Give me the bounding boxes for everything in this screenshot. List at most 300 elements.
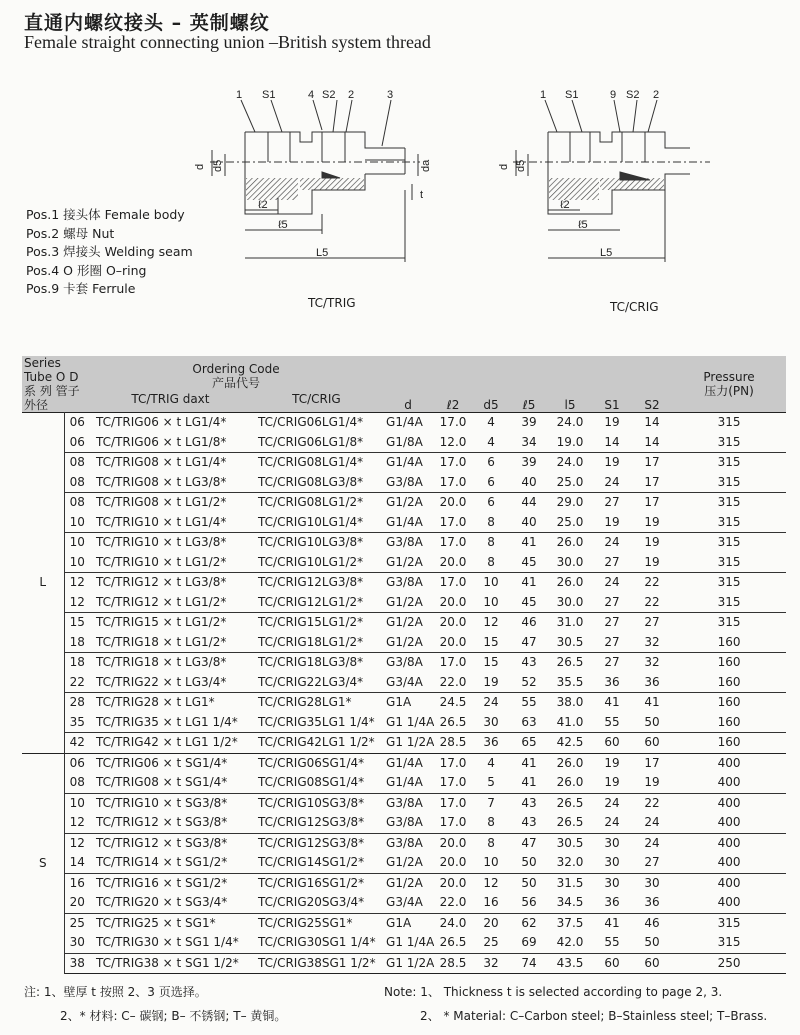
table-cell: G3/8A bbox=[382, 573, 434, 593]
table-cell: 19 bbox=[604, 514, 620, 529]
table-cell: 22 bbox=[69, 674, 85, 689]
header-l5: ℓ5 bbox=[510, 356, 548, 413]
table-cell: 17.0 bbox=[434, 793, 472, 813]
table-cell: 12 bbox=[472, 613, 510, 633]
table-cell: 315 bbox=[717, 514, 741, 529]
table-cell: 06 bbox=[64, 753, 90, 773]
table-cell: 47 bbox=[510, 833, 548, 853]
table-cell: 26.0 bbox=[548, 533, 592, 553]
table-cell: 19 bbox=[604, 775, 620, 789]
table-cell: 25 bbox=[483, 935, 499, 949]
table-cell: 24.0 bbox=[434, 913, 472, 933]
table-cell: 50 bbox=[644, 714, 660, 729]
table-row bbox=[22, 833, 786, 853]
table-cell: 06 bbox=[69, 434, 85, 449]
table-row bbox=[22, 733, 786, 754]
label-s2: S2 bbox=[322, 89, 336, 101]
table-cell: 43 bbox=[510, 793, 548, 813]
table-cell: 31.5 bbox=[548, 873, 592, 893]
table-cell: 55 bbox=[510, 693, 548, 713]
table-cell: TC/TRIG10 × t LG1/2* bbox=[96, 554, 227, 569]
table-cell: 65 bbox=[510, 733, 548, 754]
table-cell: 39 bbox=[510, 453, 548, 473]
table-cell: TC/TRIG06 × t LG1/4* bbox=[90, 413, 252, 433]
table-cell: 38 bbox=[64, 953, 90, 974]
table-cell: G1 1/2A bbox=[382, 733, 434, 754]
table-cell: 19 bbox=[592, 413, 632, 433]
page-title-cn: 直通内螺纹接头 – 英制螺纹 bbox=[24, 12, 270, 34]
table-cell: G3/8A bbox=[382, 533, 434, 553]
table-cell: TC/TRIG12 × t SG3/8* bbox=[90, 833, 252, 853]
table-row bbox=[22, 893, 786, 913]
table-row bbox=[22, 413, 786, 433]
table-cell: TC/TRIG38 × t SG1 1/2* bbox=[90, 953, 252, 974]
table-cell: G1/4A bbox=[382, 413, 434, 433]
label-s1: S1 bbox=[262, 89, 276, 101]
table-cell: 19 bbox=[644, 514, 660, 529]
table-cell: 38.0 bbox=[548, 693, 592, 713]
table-cell: 41 bbox=[592, 693, 632, 713]
table-row bbox=[22, 953, 786, 974]
table-cell: TC/CRIG18LG1/2* bbox=[258, 634, 364, 649]
table-cell: 29.0 bbox=[548, 493, 592, 513]
table-row bbox=[22, 793, 786, 813]
table-header bbox=[22, 356, 786, 413]
table-body bbox=[22, 413, 786, 974]
table-cell: 19 bbox=[592, 453, 632, 473]
table-cell: 315 bbox=[672, 913, 786, 933]
label-pos9-r: 9 bbox=[610, 89, 617, 101]
label-d: d bbox=[194, 163, 206, 170]
table-cell: 30.5 bbox=[548, 833, 592, 853]
table-cell: 15 bbox=[472, 653, 510, 673]
table-cell: 8 bbox=[472, 833, 510, 853]
table-cell: 18 bbox=[69, 634, 85, 649]
table-cell: 12 bbox=[69, 815, 85, 829]
table-cell: TC/TRIG12 × t SG3/8* bbox=[96, 815, 228, 829]
header-series-tube: Series Tube O D 系 列 管子外径 bbox=[22, 356, 90, 413]
table-cell: 10 bbox=[483, 855, 499, 869]
table-cell: TC/TRIG08 × t SG1/4* bbox=[96, 775, 228, 789]
table-cell: 400 bbox=[672, 753, 786, 773]
table-cell: 17.0 bbox=[434, 573, 472, 593]
table-cell: 4 bbox=[472, 413, 510, 433]
table-cell: TC/CRIG12LG1/2* bbox=[258, 594, 364, 609]
table-cell: 08 bbox=[64, 453, 90, 473]
table-cell: 315 bbox=[717, 594, 741, 609]
table-cell: 24 bbox=[592, 533, 632, 553]
table-cell: 42 bbox=[64, 733, 90, 754]
table-cell: TC/CRIG10LG3/8* bbox=[252, 533, 382, 553]
table-cell: 17.0 bbox=[434, 753, 472, 773]
table-cell: TC/CRIG12LG3/8* bbox=[252, 573, 382, 593]
table-cell: G1/4A bbox=[382, 453, 434, 473]
table-row bbox=[22, 493, 786, 513]
table-cell: 20.0 bbox=[434, 833, 472, 853]
table-cell: 10 bbox=[64, 533, 90, 553]
table-cell: 34 bbox=[521, 434, 537, 449]
note-line: 2、* 材料: C– 碳钢; B– 不锈钢; T– 黄铜。 bbox=[60, 1009, 287, 1023]
table-cell: TC/TRIG08 × t LG1/2* bbox=[90, 493, 252, 513]
spec-table bbox=[22, 356, 786, 974]
table-cell: 26.0 bbox=[548, 753, 592, 773]
table-cell: 400 bbox=[672, 873, 786, 893]
table-cell: 22 bbox=[644, 594, 660, 609]
table-cell: G3/8A bbox=[382, 793, 434, 813]
table-cell: TC/CRIG28LG1* bbox=[252, 693, 382, 713]
table-cell: 400 bbox=[672, 833, 786, 853]
table-cell: TC/TRIG10 × t LG3/8* bbox=[90, 533, 252, 553]
label-pos3: 3 bbox=[387, 89, 394, 101]
table-cell: 315 bbox=[717, 554, 741, 569]
table-cell: 26.5 bbox=[548, 793, 592, 813]
table-cell: 60 bbox=[632, 733, 672, 754]
pos-item: Pos.3 焊接头 Welding seam bbox=[26, 244, 193, 259]
table-cell: TC/TRIG06 × t LG1/8* bbox=[96, 434, 227, 449]
table-cell: 46 bbox=[632, 913, 672, 933]
table-cell: 400 bbox=[672, 793, 786, 813]
table-cell: 4 bbox=[487, 434, 495, 449]
table-cell: TC/TRIG30 × t SG1 1/4* bbox=[96, 935, 239, 949]
table-row bbox=[22, 693, 786, 713]
table-cell: 315 bbox=[672, 613, 786, 633]
table-cell: 19 bbox=[644, 554, 660, 569]
table-cell: 06 bbox=[64, 413, 90, 433]
table-cell: TC/TRIG12 × t LG3/8* bbox=[90, 573, 252, 593]
table-cell: 30.5 bbox=[556, 634, 584, 649]
pos-item: Pos.1 接头体 Female body bbox=[26, 207, 185, 222]
table-cell: 19 bbox=[632, 533, 672, 553]
table-cell: 17 bbox=[632, 453, 672, 473]
table-cell: 41 bbox=[592, 913, 632, 933]
table-cell: 30 bbox=[632, 873, 672, 893]
table-cell: 8 bbox=[472, 533, 510, 553]
table-cell: TC/CRIG06LG1/8* bbox=[258, 434, 364, 449]
table-cell: TC/CRIG14SG1/2* bbox=[258, 855, 365, 869]
table-cell: 20.0 bbox=[439, 594, 467, 609]
table-cell: G1/8A bbox=[386, 434, 423, 449]
table-cell: 10 bbox=[483, 594, 499, 609]
table-cell: 27 bbox=[592, 653, 632, 673]
table-row bbox=[22, 473, 786, 493]
pos-item: Pos.4 O 形圈 O–ring bbox=[26, 262, 147, 278]
table-cell: 24 bbox=[632, 833, 672, 853]
table-cell: 31.0 bbox=[548, 613, 592, 633]
table-cell: TC/TRIG18 × t LG3/8* bbox=[90, 653, 252, 673]
header-s1: S1 bbox=[592, 356, 632, 413]
table-row bbox=[22, 753, 786, 773]
table-cell: 20.0 bbox=[434, 873, 472, 893]
table-cell: 7 bbox=[472, 793, 510, 813]
table-cell: TC/TRIG16 × t SG1/2* bbox=[90, 873, 252, 893]
table-cell: G1/2A bbox=[386, 554, 423, 569]
table-cell: 19.0 bbox=[556, 434, 584, 449]
table-cell: 17 bbox=[632, 493, 672, 513]
table-cell: TC/TRIG14 × t SG1/2* bbox=[96, 855, 228, 869]
note-line: Note: 1、 Thickness t is selected according to page 2, 3. bbox=[384, 985, 723, 999]
header-l2: ℓ2 bbox=[434, 356, 472, 413]
table-cell: 34.5 bbox=[556, 895, 584, 909]
label-t: t bbox=[420, 189, 424, 201]
table-cell: G1/2A bbox=[386, 855, 423, 869]
label-l2-r: ℓ2 bbox=[560, 199, 570, 211]
table-cell: 35.5 bbox=[556, 674, 584, 689]
table-cell: 45 bbox=[521, 554, 537, 569]
table-row bbox=[22, 453, 786, 473]
table-cell: 30 bbox=[592, 833, 632, 853]
table-cell: TC/CRIG06LG1/4* bbox=[252, 413, 382, 433]
table-cell: 24.5 bbox=[434, 693, 472, 713]
label-d5-r: d5 bbox=[515, 159, 527, 172]
table-cell: 36 bbox=[644, 674, 660, 689]
table-cell: G1A bbox=[382, 693, 434, 713]
table-cell: 08 bbox=[69, 775, 85, 789]
note-line: 2、 * Material: C–Carbon steel; B–Stainless steel; T–Brass. bbox=[420, 1009, 768, 1023]
table-cell: G1 1/4A bbox=[386, 935, 435, 949]
table-cell: 42.0 bbox=[556, 935, 584, 949]
table-cell: 55 bbox=[604, 935, 620, 949]
table-cell: 40 bbox=[521, 514, 537, 529]
table-cell: 30.0 bbox=[556, 554, 584, 569]
table-row bbox=[22, 533, 786, 553]
table-row bbox=[22, 633, 786, 653]
table-cell: 41 bbox=[510, 573, 548, 593]
table-cell: 08 bbox=[69, 474, 85, 489]
table-cell: 24 bbox=[644, 815, 660, 829]
table-cell: 25.0 bbox=[556, 514, 584, 529]
table-cell: 15 bbox=[483, 634, 499, 649]
table-cell: G3/8A bbox=[386, 815, 423, 829]
position-list bbox=[26, 206, 193, 299]
table-cell: TC/TRIG15 × t LG1/2* bbox=[90, 613, 252, 633]
table-cell: 36 bbox=[604, 674, 620, 689]
table-cell: TC/TRIG18 × t LG1/2* bbox=[96, 634, 227, 649]
table-cell: 27 bbox=[604, 594, 620, 609]
table-cell: 6 bbox=[487, 474, 495, 489]
table-cell: 43 bbox=[510, 653, 548, 673]
table-cell: 55 bbox=[604, 714, 620, 729]
label-pos2: 2 bbox=[348, 89, 355, 101]
table-cell: 32 bbox=[644, 634, 660, 649]
table-cell: G3/8A bbox=[386, 474, 423, 489]
table-cell: G1/2A bbox=[382, 493, 434, 513]
table-cell: 8 bbox=[487, 554, 495, 569]
table-cell: 27 bbox=[604, 554, 620, 569]
table-cell: TC/CRIG16SG1/2* bbox=[252, 873, 382, 893]
page-title-en: Female straight connecting union –British system thread bbox=[24, 32, 431, 52]
table-cell: TC/CRIG38SG1 1/2* bbox=[252, 953, 382, 974]
table-cell: TC/CRIG35LG1 1/4* bbox=[258, 714, 375, 729]
table-cell: 400 bbox=[717, 855, 741, 869]
table-cell: 12.0 bbox=[439, 434, 467, 449]
table-cell: 15 bbox=[64, 613, 90, 633]
table-cell: G1A bbox=[382, 913, 434, 933]
table-cell: 74 bbox=[510, 953, 548, 974]
table-cell: 44 bbox=[510, 493, 548, 513]
table-cell: 26.5 bbox=[439, 935, 467, 949]
label-L5-r: L5 bbox=[600, 247, 613, 259]
header-pressure: Pressure 压力(PN) bbox=[672, 356, 786, 413]
table-cell: 50 bbox=[644, 935, 660, 949]
pos-item: Pos.2 螺母 Nut bbox=[26, 225, 115, 241]
table-cell: 8 bbox=[487, 514, 495, 529]
table-cell: 20 bbox=[472, 913, 510, 933]
label-da: da bbox=[420, 159, 432, 172]
label-d5: d5 bbox=[212, 159, 224, 172]
table-cell: 62 bbox=[510, 913, 548, 933]
table-cell: 47 bbox=[521, 634, 537, 649]
table-cell: TC/TRIG10 × t SG3/8* bbox=[90, 793, 252, 813]
table-cell: TC/CRIG12SG3/8* bbox=[258, 815, 365, 829]
table-row bbox=[22, 773, 786, 793]
table-cell: 4 bbox=[472, 753, 510, 773]
table-cell: TC/CRIG12SG3/8* bbox=[252, 833, 382, 853]
table-cell: 28.5 bbox=[434, 953, 472, 974]
table-cell: 10 bbox=[472, 573, 510, 593]
table-cell: 26.5 bbox=[556, 815, 584, 829]
table-cell: TC/TRIG10 × t LG1/4* bbox=[96, 514, 227, 529]
table-cell: 41 bbox=[521, 775, 537, 789]
table-cell: 10 bbox=[69, 514, 85, 529]
table-cell: 24 bbox=[604, 474, 620, 489]
table-cell: 26.5 bbox=[439, 714, 467, 729]
table-cell: 160 bbox=[672, 733, 786, 754]
table-cell: 08 bbox=[64, 493, 90, 513]
table-cell: 36 bbox=[644, 895, 660, 909]
table-cell: 43 bbox=[521, 815, 537, 829]
table-cell: 69 bbox=[521, 935, 537, 949]
table-cell: 17.0 bbox=[439, 474, 467, 489]
label-pos4: 4 bbox=[308, 89, 315, 101]
table-cell: 50 bbox=[521, 855, 537, 869]
table-cell: 26.0 bbox=[556, 775, 584, 789]
table-cell: G3/4A bbox=[386, 895, 423, 909]
table-cell: 12 bbox=[69, 594, 85, 609]
table-cell: G1 1/4A bbox=[386, 714, 435, 729]
label-pos1-r: 1 bbox=[540, 89, 547, 101]
table-cell: 41 bbox=[632, 693, 672, 713]
table-cell: TC/CRIG10LG1/4* bbox=[258, 514, 364, 529]
table-cell: 22.0 bbox=[439, 674, 467, 689]
table-cell: 26.5 bbox=[548, 653, 592, 673]
table-cell: 20.0 bbox=[434, 613, 472, 633]
table-cell: 12 bbox=[64, 833, 90, 853]
table-cell: 37.5 bbox=[548, 913, 592, 933]
table-cell: G1/4A bbox=[386, 514, 423, 529]
table-cell: 30.0 bbox=[556, 594, 584, 609]
table-cell: TC/CRIG22LG3/4* bbox=[258, 674, 364, 689]
table-cell: TC/CRIG18LG3/8* bbox=[252, 653, 382, 673]
table-cell: 40 bbox=[521, 474, 537, 489]
table-cell: 46 bbox=[510, 613, 548, 633]
table-cell: G1/2A bbox=[382, 613, 434, 633]
table-cell: 27 bbox=[644, 855, 660, 869]
table-cell: 28.5 bbox=[434, 733, 472, 754]
table-cell: 5 bbox=[487, 775, 495, 789]
table-cell: 250 bbox=[672, 953, 786, 974]
table-cell: TC/CRIG08LG3/8* bbox=[258, 474, 364, 489]
table-cell: 41 bbox=[510, 753, 548, 773]
table-cell: 30 bbox=[483, 714, 499, 729]
table-cell: 19 bbox=[483, 674, 499, 689]
table-cell: 42.5 bbox=[548, 733, 592, 754]
table-row bbox=[22, 573, 786, 593]
table-cell: 18 bbox=[64, 653, 90, 673]
table-cell: TC/CRIG42LG1 1/2* bbox=[252, 733, 382, 754]
table-cell: TC/TRIG35 × t LG1 1/4* bbox=[96, 714, 238, 729]
table-cell: 35 bbox=[69, 714, 85, 729]
table-cell: G1/2A bbox=[382, 873, 434, 893]
table-cell: 63 bbox=[521, 714, 537, 729]
table-cell: 50 bbox=[510, 873, 548, 893]
table-cell: 41 bbox=[510, 533, 548, 553]
table-row bbox=[22, 913, 786, 933]
table-cell: 24.0 bbox=[548, 453, 592, 473]
table-cell: 25.0 bbox=[556, 474, 584, 489]
table-cell: TC/TRIG42 × t LG1 1/2* bbox=[90, 733, 252, 754]
table-cell: TC/CRIG10SG3/8* bbox=[252, 793, 382, 813]
table-cell: 24 bbox=[604, 815, 620, 829]
table-cell: 160 bbox=[717, 674, 741, 689]
table-cell: 17 bbox=[644, 474, 660, 489]
note-line: 注: 1、壁厚 t 按照 2、3 页选择。 bbox=[24, 985, 207, 999]
table-cell: TC/CRIG25SG1* bbox=[252, 913, 382, 933]
table-row bbox=[22, 613, 786, 633]
table-cell: 400 bbox=[717, 895, 741, 909]
table-cell: G1/2A bbox=[386, 594, 423, 609]
table-cell: 315 bbox=[672, 493, 786, 513]
series-cell: S bbox=[22, 753, 64, 974]
table-cell: 400 bbox=[717, 815, 741, 829]
table-row bbox=[22, 553, 786, 573]
table-cell: G1 1/2A bbox=[382, 953, 434, 974]
table-cell: 39 bbox=[510, 413, 548, 433]
label-l2: ℓ2 bbox=[258, 199, 268, 211]
label-pos2-r: 2 bbox=[653, 89, 660, 101]
table-cell: 36 bbox=[604, 895, 620, 909]
table-cell: TC/CRIG15LG1/2* bbox=[252, 613, 382, 633]
table-cell: 6 bbox=[472, 453, 510, 473]
table-cell: 22 bbox=[632, 793, 672, 813]
table-row bbox=[22, 433, 786, 453]
table-cell: TC/CRIG08SG1/4* bbox=[258, 775, 365, 789]
table-cell: 315 bbox=[672, 413, 786, 433]
table-cell: 36 bbox=[472, 733, 510, 754]
table-cell: 17.0 bbox=[439, 775, 467, 789]
table-row bbox=[22, 513, 786, 533]
table-cell: 30 bbox=[604, 855, 620, 869]
table-cell: 20.0 bbox=[439, 855, 467, 869]
table-cell: 24 bbox=[592, 573, 632, 593]
table-cell: 27 bbox=[592, 613, 632, 633]
table-cell: G1/4A bbox=[382, 753, 434, 773]
table-cell: 56 bbox=[521, 895, 537, 909]
table-cell: 315 bbox=[672, 453, 786, 473]
table-cell: 160 bbox=[672, 693, 786, 713]
table-cell: 27 bbox=[592, 493, 632, 513]
table-cell: 20.0 bbox=[439, 634, 467, 649]
table-cell: 14 bbox=[632, 413, 672, 433]
table-cell: 32 bbox=[472, 953, 510, 974]
label-s2-r: S2 bbox=[626, 89, 640, 101]
table-cell: 400 bbox=[717, 775, 741, 789]
table-cell: 27 bbox=[632, 613, 672, 633]
table-cell: 315 bbox=[672, 573, 786, 593]
table-cell: TC/TRIG12 × t LG1/2* bbox=[96, 594, 227, 609]
table-cell: 24 bbox=[592, 793, 632, 813]
table-cell: 315 bbox=[717, 474, 741, 489]
table-cell: 160 bbox=[717, 634, 741, 649]
